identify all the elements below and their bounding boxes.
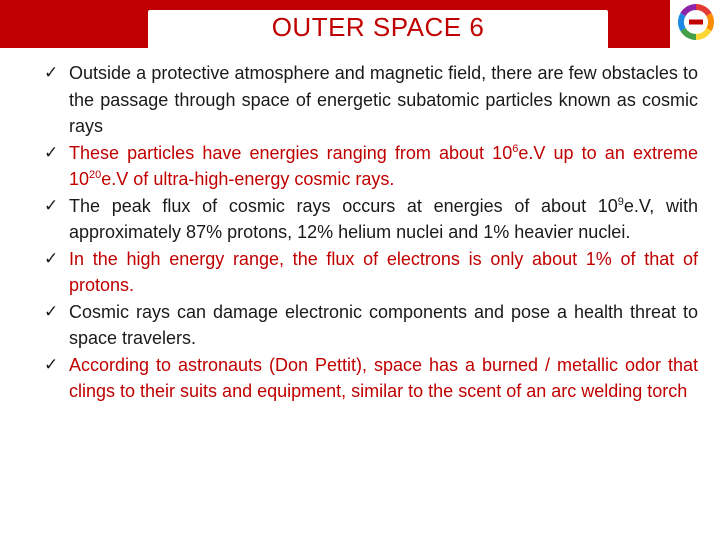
bullet-text-part: The peak flux of cosmic rays occurs at energies of about 10: [69, 195, 618, 216]
bullet-text: Cosmic rays can damage electronic components and pose a health threat to space travelers.: [69, 301, 698, 348]
bullet-text-part: e.V up to an extreme 10: [69, 142, 698, 189]
bullet-item: [44, 193, 698, 246]
superscript-exponent: 9: [617, 195, 624, 208]
bullet-item: [44, 60, 698, 140]
superscript-exponent: 20: [89, 169, 102, 181]
bullet-text-part: e.V of ultra-high-energy cosmic rays.: [101, 169, 395, 189]
bullet-text-part: These particles have energies ranging from about 10: [69, 142, 513, 163]
check-mark-icon: ✓: [44, 248, 59, 268]
title-band: [148, 10, 608, 48]
bullet-item: [44, 299, 698, 352]
bullet-item: [44, 246, 698, 299]
superscript-exponent: 6: [512, 142, 519, 155]
check-mark-icon: ✓: [44, 301, 59, 321]
bullet-text-part: e.V, with approximately 87% protons, 12% helium nuclei and 1% heavier nuclei.: [69, 195, 698, 242]
bullet-text: Outside a protective atmosphere and magnetic field, there are few obstacles to the passage through space of energetic subatomic particles known as cosmic rays: [69, 63, 698, 136]
institution-logo-icon: [672, 0, 720, 48]
slide-title: OUTER SPACE 6: [271, 12, 485, 42]
bullet-text: In the high energy range, the flux of electrons is only about 1% of that of protons.: [69, 248, 698, 295]
check-mark-icon: ✓: [44, 142, 59, 162]
check-mark-icon: ✓: [44, 63, 59, 82]
check-mark-icon: ✓: [44, 354, 59, 374]
check-mark-icon: ✓: [44, 195, 59, 215]
bullet-list: [44, 60, 698, 405]
bullet-item: [44, 140, 698, 193]
bullet-item: [44, 352, 698, 405]
bullet-text: According to astronauts (Don Pettit), space has a burned / metallic odor that clings to their suits and equipment, similar to the scent of an arc welding torch: [69, 354, 698, 401]
